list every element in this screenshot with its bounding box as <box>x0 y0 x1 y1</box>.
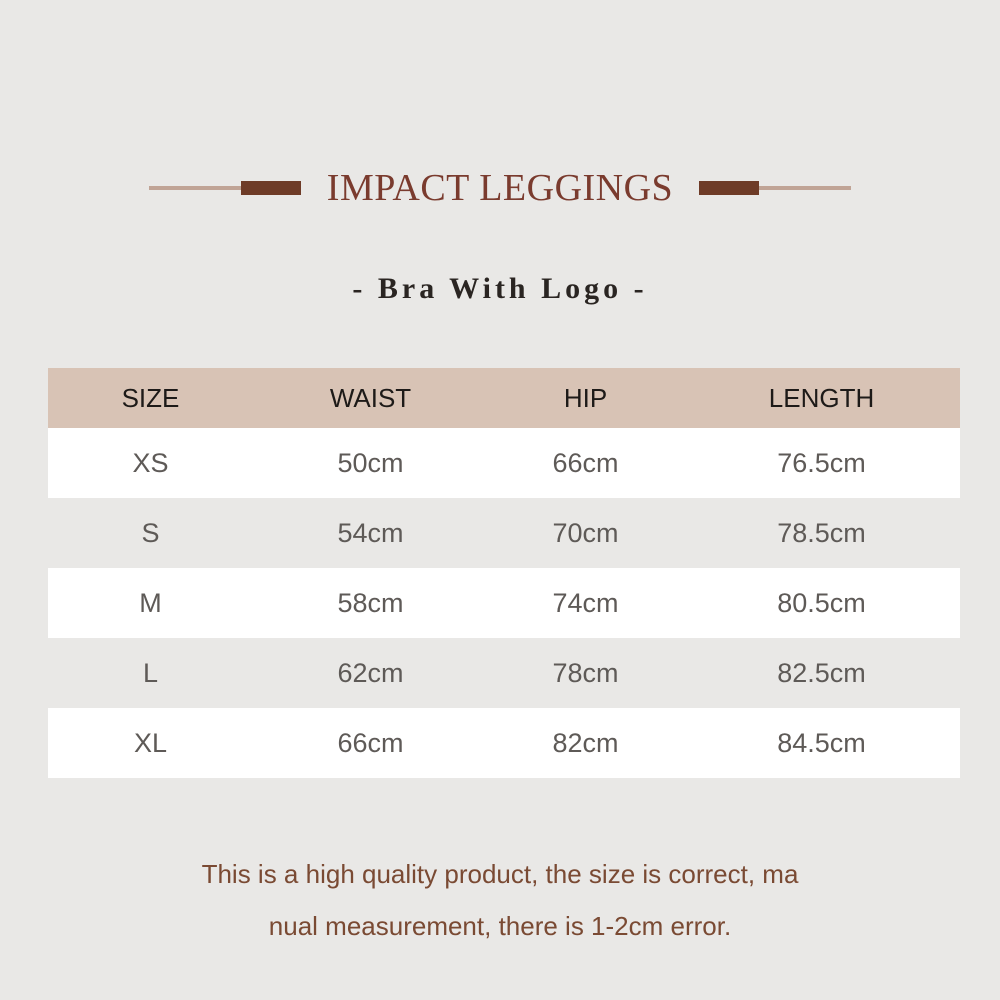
table-row <box>48 568 960 638</box>
cell-size: XL <box>133 727 168 758</box>
page-title: IMPACT LEGGINGS <box>326 167 674 209</box>
cell-hip: 74cm <box>552 587 619 618</box>
size-table <box>48 368 960 778</box>
cell-waist: 54cm <box>337 517 404 548</box>
page-subtitle: - Bra With Logo - <box>352 272 648 305</box>
cell-length: 84.5cm <box>777 727 866 758</box>
disclaimer-line-2: nual measurement, there is 1-2cm error. <box>268 911 732 941</box>
cell-waist: 66cm <box>337 727 404 758</box>
decorative-rule-right <box>699 181 851 195</box>
disclaimer-line-1: This is a high quality product, the size is correct, ma <box>201 859 799 889</box>
rule-thick-right <box>699 181 759 195</box>
column-header-hip: HIP <box>563 382 608 413</box>
table-row <box>48 428 960 498</box>
column-header-length: LENGTH <box>768 382 875 413</box>
column-header-size: SIZE <box>121 382 180 413</box>
cell-size: XS <box>132 447 169 478</box>
table-header-row <box>48 368 960 428</box>
column-header-waist: WAIST <box>329 382 412 413</box>
cell-waist: 58cm <box>337 587 404 618</box>
table-row <box>48 638 960 708</box>
table-row <box>48 708 960 778</box>
title-row <box>0 155 1000 221</box>
cell-waist: 62cm <box>337 657 404 688</box>
cell-size: M <box>139 587 162 618</box>
cell-length: 78.5cm <box>777 517 866 548</box>
rule-thin-left <box>149 186 241 190</box>
decorative-rule-left <box>149 181 301 195</box>
cell-size: S <box>141 517 160 548</box>
table-row <box>48 498 960 568</box>
cell-length: 82.5cm <box>777 657 866 688</box>
cell-length: 80.5cm <box>777 587 866 618</box>
rule-thick-left <box>241 181 301 195</box>
disclaimer-note <box>0 848 1000 952</box>
cell-hip: 78cm <box>552 657 619 688</box>
cell-length: 76.5cm <box>777 447 866 478</box>
cell-hip: 82cm <box>552 727 619 758</box>
cell-waist: 50cm <box>337 447 404 478</box>
cell-size: L <box>142 657 159 688</box>
rule-thin-right <box>759 186 851 190</box>
cell-hip: 66cm <box>552 447 619 478</box>
cell-hip: 70cm <box>552 517 619 548</box>
